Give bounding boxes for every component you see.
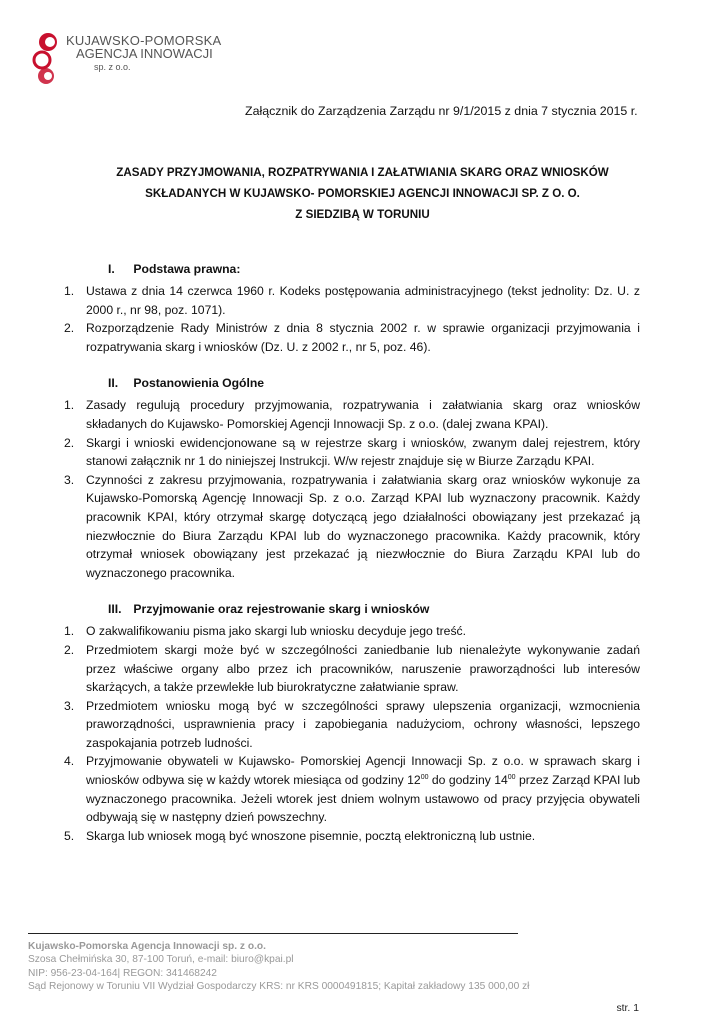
item-text: Ustawa z dnia 14 czerwca 1960 r. Kodeks postępowania administracyjnego (tekst jednolity: Dz. U. z 2000 r., nr 98, poz. 1071). (86, 284, 640, 317)
list-item (64, 697, 640, 753)
logo-text-line2: AGENCJA INNOWACJI (76, 46, 213, 61)
footer (28, 940, 529, 994)
list-item (64, 622, 640, 641)
item-number: 2. (64, 321, 75, 336)
list-item (64, 319, 640, 356)
section-heading (108, 374, 640, 392)
item-number: 2. (64, 435, 75, 450)
item-text: Czynności z zakresu przyjmowania, rozpatrywania i załatwiania skarg oraz wniosków wykonuje za Kujawsko-Pomorską Agencję Innowacji Sp. z o.o. Zarząd KPAI lub wyznaczony pracownik. Każdy pracownik KPAI, który otrzymał skargę dotyczącą jego działalności obowiązany jest przekazać ją niezwłocznie do Biura Zarządu KPAI lub do wyznaczonego pracownika. Każdy pracownik, który otrzymał wniosek obowiązany jest przekazać ją niezwłocznie do Biura Zarządu KPAI lub do wyznaczonego pracownika. (86, 472, 640, 580)
annex-note: Załącznik do Zarządzenia Zarządu nr 9/1/2015 z dnia 7 stycznia 2015 r. (245, 104, 638, 118)
section-title: Podstawa prawna: (133, 262, 241, 276)
title-line1: ZASADY PRZYJMOWANIA, ROZPATRYWANIA I ZAŁATWIANIA SKARG ORAZ WNIOSKÓW (116, 166, 609, 179)
document-title (60, 162, 665, 225)
list-item (64, 827, 640, 846)
footer-company: Kujawsko-Pomorska Agencja Innowacji sp. z o.o. (28, 941, 266, 952)
item-number: 4. (64, 754, 75, 769)
item-number: 1. (64, 398, 75, 413)
item-text: Zasady regulują procedury przyjmowania, rozpatrywania i załatwiania skarg oraz wniosków składanych do Kujawsko- Pomorskiej Agencji Innowacji Sp. z o.o. (dalej zwana KPAI). (86, 398, 640, 431)
list-item (64, 434, 640, 471)
item-number: 3. (64, 698, 75, 713)
section-list (64, 622, 641, 845)
title-line3: Z SIEDZIBĄ W TORUNIU (295, 208, 430, 221)
item-text: Skargi i wnioski ewidencjonowane są w rejestrze skarg i wniosków, zwanym dalej rejestrem, który stanowi załącznik nr 1 do niniejszej Instrukcji. W/w rejestr znajduje się w Biurze Zarządu KPAI. (86, 435, 640, 469)
hour-superscript: 00 (507, 774, 516, 781)
list-item (64, 471, 640, 583)
item-number: 3. (64, 472, 75, 487)
footer-court: Sąd Rejonowy w Toruniu VII Wydział Gospodarczy KRS: nr KRS 0000491815; Kapitał zakładowy 135 000,00 zł (28, 981, 530, 993)
list-item (64, 282, 640, 319)
list-item (64, 641, 640, 697)
item-text: Skarga lub wniosek mogą być wnoszone pisemnie, pocztą elektroniczną lub ustnie. (86, 828, 536, 843)
item-number: 2. (64, 642, 75, 657)
page-number: str. 1 (616, 1003, 639, 1014)
item-text: Przedmiotem skargi może być w szczególności zaniedbanie lub nienależyte wykonywanie zadań przez właściwe organy albo przez ich pracowników, naruszenie praworządności lub interesów skarżących, a także przewlekłe lub biurokratyczne załatwianie spraw. (86, 642, 640, 695)
section-number: III. (108, 602, 122, 617)
footer-ids: NIP: 956-23-04-164| REGON: 341468242 (28, 967, 217, 979)
section-title: Postanowienia Ogólne (133, 376, 265, 391)
item-text: Przedmiotem wniosku mogą być w szczególności sprawy ulepszenia organizacji, wzmocnienia praworządności, usprawnienia pracy i zapobiegania nadużyciom, ochrony własności, lepszego zaspokajania potrzeb ludności. (86, 698, 640, 750)
section-title: Przyjmowanie oraz rejestrowanie skarg i wniosków (133, 602, 430, 617)
item-text: Rozporządzenie Rady Ministrów z dnia 8 stycznia 2002 r. w sprawie organizacji przyjmowania i rozpatrywania skarg i wniosków (Dz. U. z 2002 r., nr 5, poz. 46). (86, 321, 640, 354)
section-list (64, 396, 640, 582)
company-logo (28, 30, 222, 90)
item-text: Przyjmowanie obywateli w Kujawsko- Pomorskiej Agencji Innowacji Sp. z o.o. w sprawach skarg i wniosków odbywa się w każdy wtorek miesiąca od godziny $12^{00}$ do godziny $14^{00}$ przez Zarząd KPAI lub wyznaczonego pracownika. Jeżeli wtorek jest dniem wolnym ustawowo od pracy przyjęcia obywateli odbywają się w następny dzień powszechny. (86, 754, 641, 825)
item-text: O zakwalifikowaniu pisma jako skargi lub wniosku decyduje jego treść. (86, 624, 467, 639)
logo-text-line3: sp. z o.o. (94, 62, 131, 72)
list-item (64, 752, 641, 826)
logo-text-line1: KUJAWSKO-POMORSKA (66, 33, 222, 48)
title-line2: SKŁADANYCH W KUJAWSKO- POMORSKIEJ AGENCJI INNOWACJI SP. Z O. O. (145, 187, 580, 200)
footer-address: Szosa Chełmińska 30, 87-100 Toruń, e-mail: biuro@kpai.pl (28, 954, 294, 966)
item-number: 1. (64, 284, 75, 298)
document-body (64, 260, 641, 845)
item-number: 1. (64, 624, 75, 639)
section-list (64, 282, 640, 356)
list-item (64, 396, 640, 433)
hour-superscript: 00 (420, 774, 429, 781)
section-heading (108, 260, 640, 278)
footer-divider (28, 933, 518, 934)
logo-mark-icon (28, 30, 68, 86)
item-number: 5. (64, 828, 75, 843)
section-number: II. (108, 376, 119, 391)
section-heading (108, 600, 640, 618)
section-number: I. (108, 262, 115, 276)
